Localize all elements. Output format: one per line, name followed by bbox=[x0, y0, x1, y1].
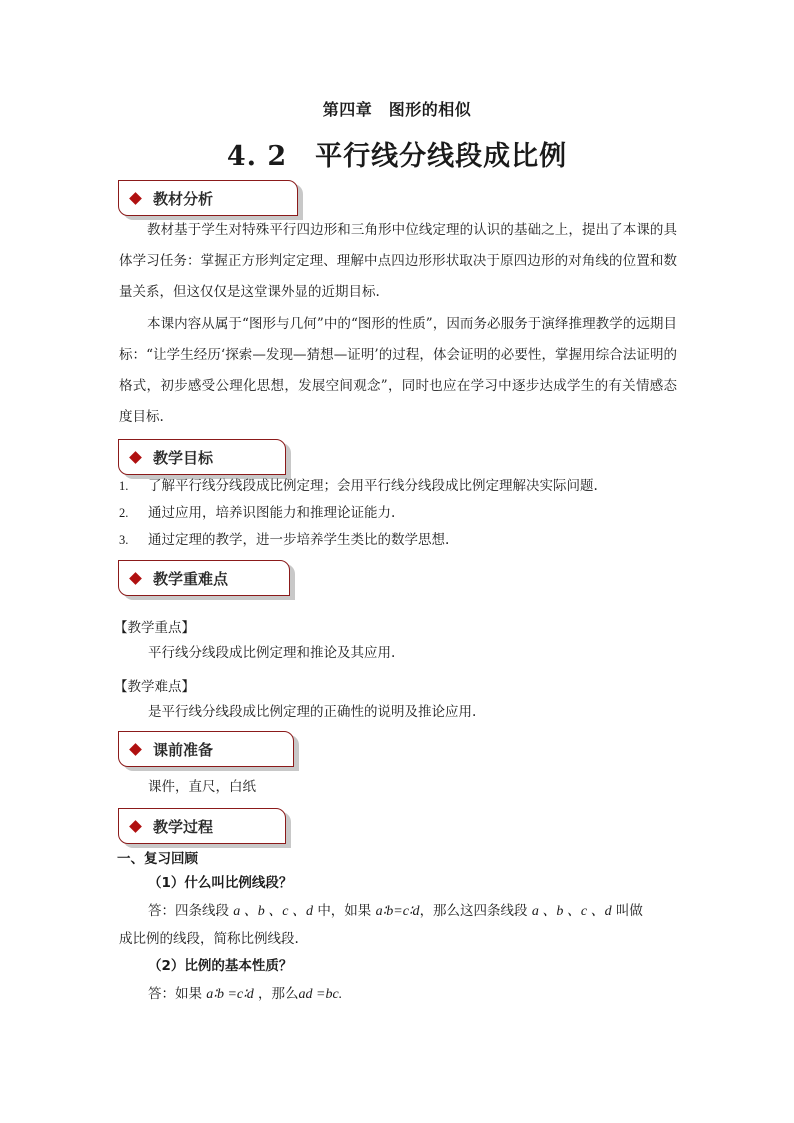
preparation-text: 课件，直尺，白纸 bbox=[148, 779, 256, 795]
question-2: （2）比例的基本性质？ bbox=[148, 958, 293, 974]
answer-text: ，那么这四条线段 bbox=[419, 903, 528, 919]
analysis-paragraph-2: 本课内容从属于“图形与几何”中的“图形的性质”，因而务必服务于演绎推理教学的远期目标：“让学生经历‘探索—发现—猜想—证明’的过程，体会证明的必要性，掌握用综合法证明的格式，初步感受公理化思想，发展空间观念”，同时也应在学习中逐步达成学生的有关情感态度目标. bbox=[119, 316, 677, 425]
goal-number: 3. bbox=[119, 533, 129, 547]
goal-item: 通过应用，培养识图能力和推理论证能力. bbox=[148, 505, 396, 521]
math-equation: ad =bc. bbox=[298, 987, 343, 1002]
section-header-key-points bbox=[118, 560, 290, 596]
question-1: （1）什么叫比例线段？ bbox=[148, 875, 293, 891]
goal-number: 2. bbox=[119, 506, 129, 520]
section-label: 教学重难点 bbox=[153, 569, 229, 588]
answer-2 bbox=[148, 983, 342, 1006]
answer-text: 中，如果 bbox=[317, 903, 372, 919]
goal-item: 通过定理的教学，进一步培养学生类比的数学思想. bbox=[148, 532, 450, 548]
math-variables: a 、b 、c 、d bbox=[531, 904, 612, 919]
difficulty-label: 【教学难点】 bbox=[114, 679, 195, 695]
answer-1-line-1 bbox=[148, 900, 643, 923]
section-label: 教学过程 bbox=[153, 817, 214, 836]
diamond-bullet-icon bbox=[129, 820, 142, 833]
goal-item: 了解平行线分线段成比例定理；会用平行线分线段成比例定理解决实际问题. bbox=[148, 478, 598, 494]
section-label: 教学目标 bbox=[153, 448, 214, 467]
section-label: 课前准备 bbox=[153, 740, 214, 759]
diamond-bullet-icon bbox=[129, 743, 142, 756]
answer-text: 叫做 bbox=[615, 903, 643, 919]
answer-text: ，那么 bbox=[258, 986, 299, 1002]
diamond-bullet-icon bbox=[129, 572, 142, 585]
review-heading: 一、复习回顾 bbox=[117, 851, 198, 867]
chapter-heading: 第四章 图形的相似 bbox=[322, 100, 472, 119]
goal-number: 1. bbox=[119, 479, 129, 493]
answer-text: 答：如果 bbox=[148, 986, 202, 1002]
math-variables: a 、b 、c 、d bbox=[233, 904, 314, 919]
lesson-title: 4. 2 平行线分线段成比例 bbox=[226, 141, 568, 172]
section-header-analysis bbox=[118, 180, 298, 216]
math-ratio: a∶b=c∶d bbox=[375, 904, 420, 919]
section-header-preparation bbox=[118, 731, 294, 767]
math-ratio: a∶b =c∶d bbox=[206, 987, 254, 1002]
focus-label: 【教学重点】 bbox=[114, 620, 195, 636]
section-header-process bbox=[118, 808, 286, 844]
diamond-bullet-icon bbox=[129, 451, 142, 464]
answer-text: 答：四条线段 bbox=[148, 903, 229, 919]
answer-1-line-2: 成比例的线段，简称比例线段. bbox=[119, 931, 299, 947]
section-header-goals bbox=[118, 439, 286, 475]
diamond-bullet-icon bbox=[129, 192, 142, 205]
focus-text: 平行线分线段成比例定理和推论及其应用. bbox=[148, 645, 396, 661]
analysis-paragraph-1: 教材基于学生对特殊平行四边形和三角形中位线定理的认识的基础之上，提出了本课的具体学习任务：掌握正方形判定定理、理解中点四边形形状取决于原四边形的对角线的位置和数量关系，但这仅仅是这堂课外显的近期目标. bbox=[119, 222, 677, 300]
section-label: 教材分析 bbox=[153, 189, 214, 208]
difficulty-text: 是平行线分线段成比例定理的正确性的说明及推论应用. bbox=[148, 704, 477, 720]
